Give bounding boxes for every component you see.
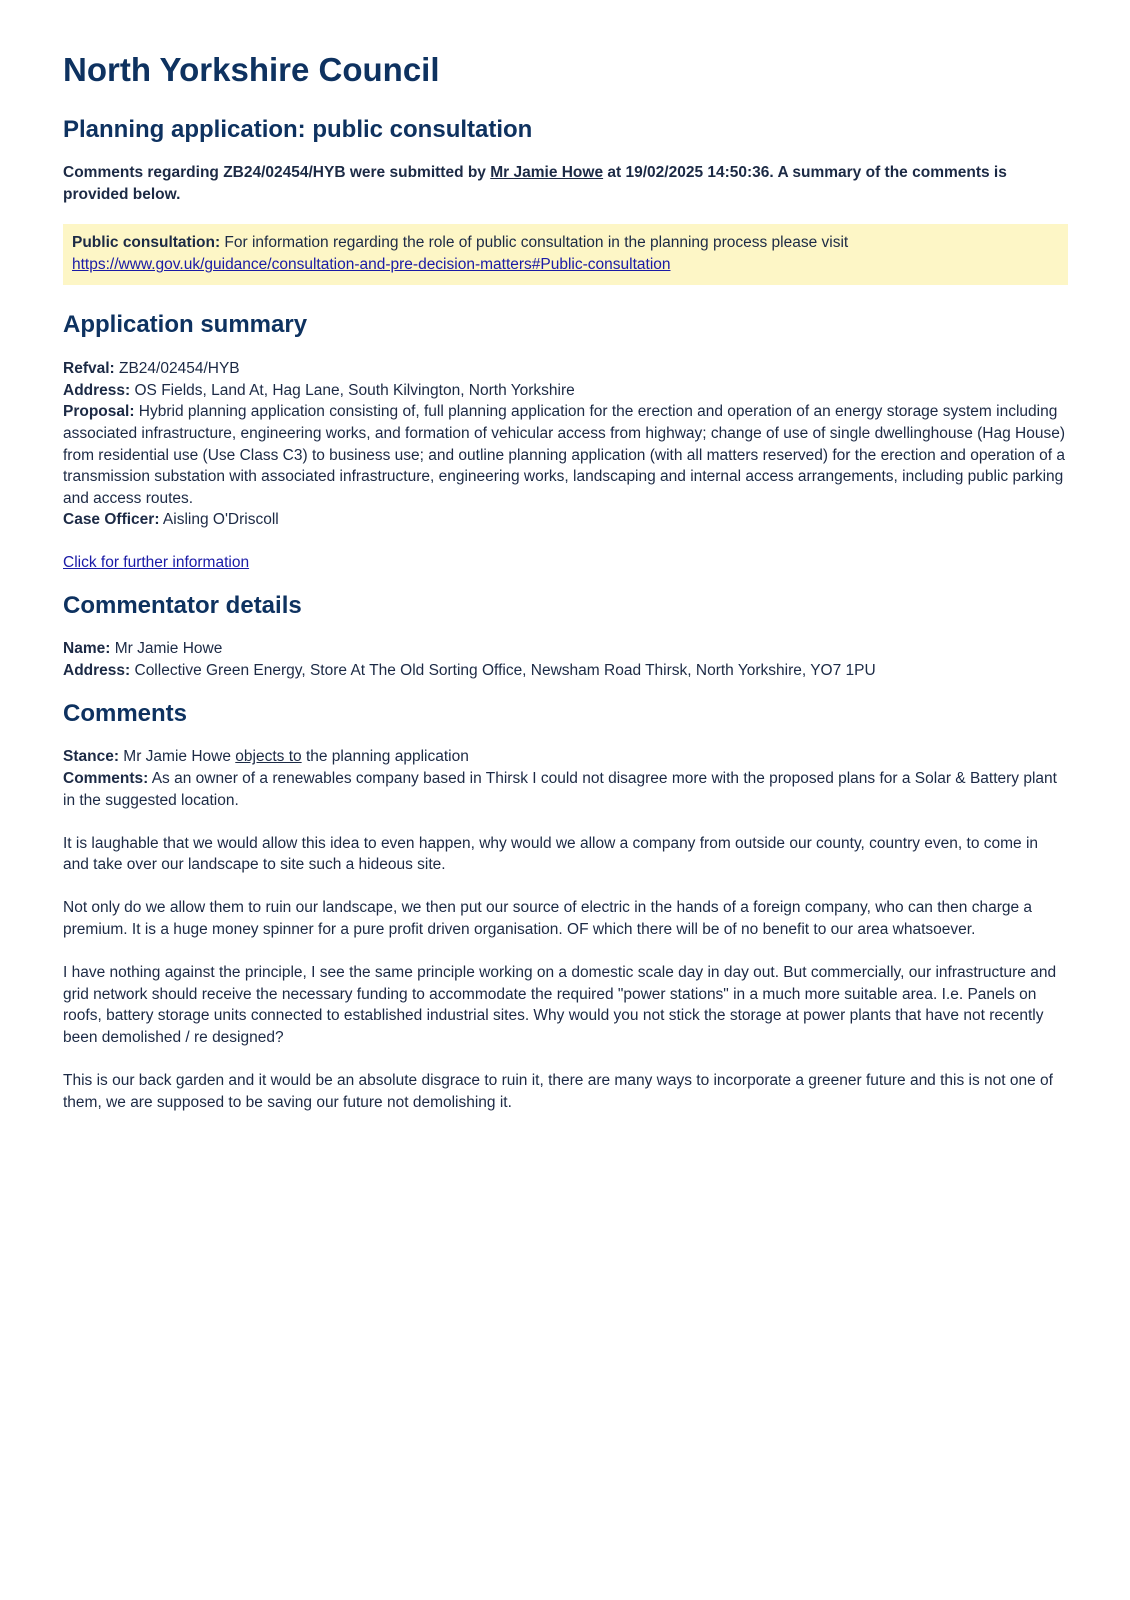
application-summary-heading: Application summary bbox=[63, 311, 308, 339]
address-row bbox=[63, 380, 1068, 402]
intro-summary bbox=[63, 162, 1068, 206]
commentator-details bbox=[63, 638, 1068, 681]
address-value: OS Fields, Land At, Hag Lane, South Kilvington, North Yorkshire bbox=[130, 381, 575, 399]
comment-text-1: As an owner of a renewables company based in Thirsk I could not disagree more with the proposed plans for a Solar & Battery plant in the suggested location. bbox=[63, 769, 1057, 809]
stance-suffix: the planning application bbox=[301, 748, 469, 766]
address-label: Address: bbox=[63, 381, 131, 399]
comments-section bbox=[63, 746, 1068, 1113]
intro-prefix: Comments regarding ZB24/02454/HYB were submitted by bbox=[63, 164, 491, 182]
page-subtitle: Planning application: public consultation bbox=[63, 115, 533, 143]
ref-value: ZB24/02454/HYB bbox=[114, 360, 240, 378]
stance-value: objects to bbox=[235, 748, 302, 766]
stance-label: Stance: bbox=[63, 748, 119, 766]
proposal-label: Proposal: bbox=[63, 403, 135, 421]
case-officer-label: Case Officer: bbox=[63, 511, 160, 529]
stance-prefix: Mr Jamie Howe bbox=[119, 748, 236, 766]
comment-paragraph: This is our back garden and it would be an absolute disgrace to ruin it, there are many ways to incorporate a greener future and this is not one of them, we are supposed to be saving our future not demolishing it. bbox=[63, 1072, 1053, 1111]
case-officer-row bbox=[63, 509, 1068, 531]
proposal-value: Hybrid planning application consisting of, full planning application for the erection and operation of an energy storage system including associated infrastructure, engineering works, and formation of vehicular access from highway; change of use of single dwellinghouse (Hag House) from residential use (Use Class C3) to business use; and outline planning application (with all matters reserved) for the erection and operation of a transmission substation with associated infrastructure, engineering works, landscaping and internal access arrangements, including public parking and access routes. bbox=[63, 403, 1066, 507]
commentator-address-label: Address: bbox=[63, 661, 131, 679]
document-page bbox=[63, 50, 1068, 1135]
commentator-name-link[interactable]: Mr Jamie Howe bbox=[490, 164, 604, 182]
comment-paragraph: It is laughable that we would allow this idea to even happen, why would we allow a company from outside our county, country even, to come in and take over our landscape to site such a hideous site. bbox=[63, 834, 1039, 874]
commentator-name-row bbox=[63, 638, 1068, 660]
application-summary bbox=[63, 358, 1068, 573]
commentator-address-row bbox=[63, 660, 1068, 682]
commentator-details-heading: Commentator details bbox=[63, 591, 302, 619]
commentator-name-label: Name: bbox=[63, 640, 111, 658]
further-information-link[interactable]: Click for further information bbox=[63, 553, 250, 571]
ref-label: Refval: bbox=[63, 360, 115, 378]
notice-label: Public consultation: bbox=[72, 234, 221, 252]
intro-suffix: at 19/02/2025 14:50:36. A summary of the comments is provided below. bbox=[63, 164, 1007, 204]
guidance-link[interactable]: https://www.gov.uk/guidance/consultation-and-pre-decision-matters#Public-consultation bbox=[72, 256, 671, 274]
notice-text: For information regarding the role of public consultation in the planning process please visit bbox=[220, 234, 849, 252]
proposal-row bbox=[63, 401, 1068, 509]
comment-paragraph: I have nothing against the principle, I see the same principle working on a domestic scale day in day out. But commercially, our infrastructure and grid network should receive the necessary funding to accommodate the required "power stations" in a much more suitable area. I.e. Panels on roofs, battery storage units connected to established industrial sites. Why would you not stick the storage at power plants that have not recently been demolished / re designed? bbox=[63, 964, 1057, 1047]
comment-paragraph: Not only do we allow them to ruin our landscape, we then put our source of electric in the hands of a foreign company, who can then charge a premium. It is a huge money spinner for a pure profit driven organisation. OF which there will be of no benefit to our area whatsoever. bbox=[63, 899, 1033, 939]
comments-label: Comments: bbox=[63, 769, 149, 787]
commentator-address-value: Collective Green Energy, Store At The Old Sorting Office, Newsham Road Thirsk, North Yorkshire, YO7 1PU bbox=[130, 661, 876, 679]
ref-row bbox=[63, 358, 1068, 380]
comment-paragraph bbox=[63, 768, 1068, 811]
commentator-name-value: Mr Jamie Howe bbox=[110, 640, 223, 658]
comments-heading: Comments bbox=[63, 699, 188, 727]
public-consultation-notice bbox=[63, 224, 1068, 285]
council-title: North Yorkshire Council bbox=[63, 51, 440, 88]
stance-row bbox=[63, 746, 1068, 768]
case-officer-value: Aisling O'Driscoll bbox=[159, 511, 279, 529]
